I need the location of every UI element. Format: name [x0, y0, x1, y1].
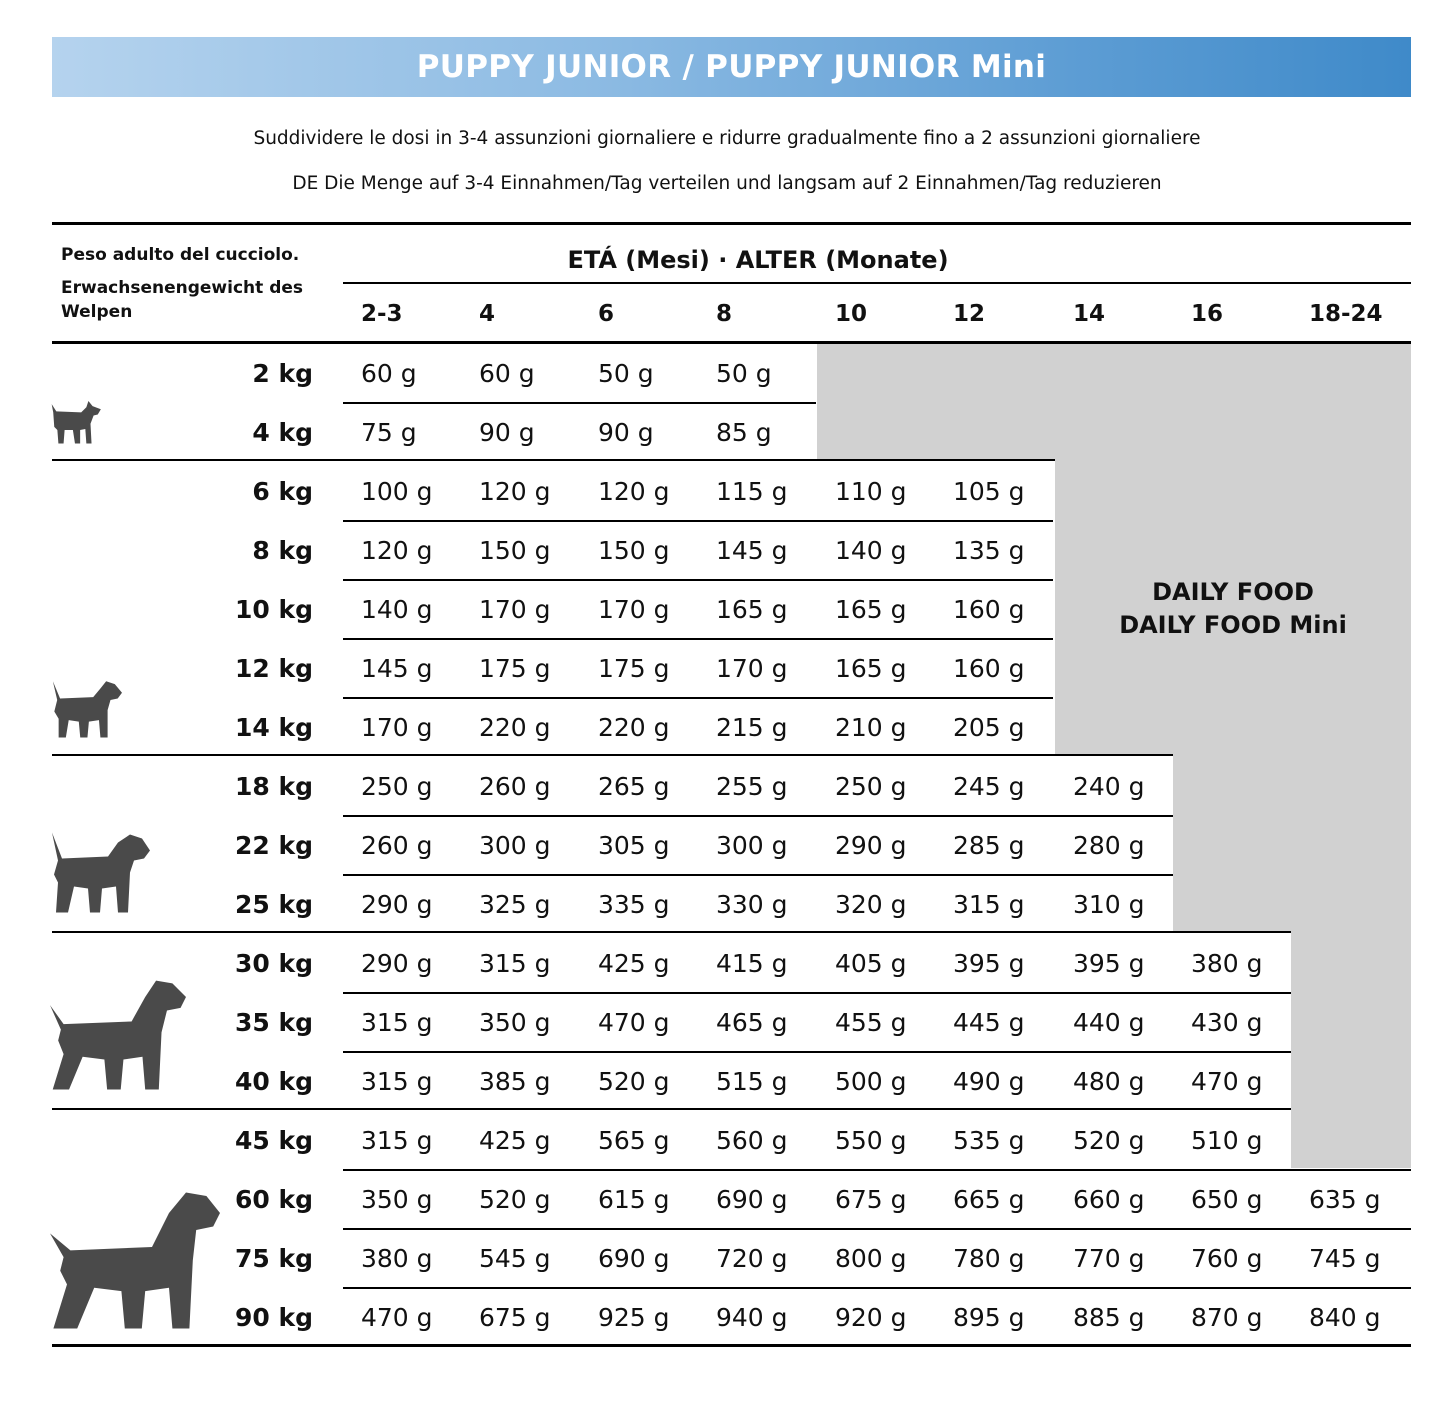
weight-cell: 22 kg [234, 831, 313, 860]
portion-cell: 170 g [598, 595, 670, 624]
portion-cell: 425 g [598, 949, 670, 978]
portion-cell: 50 g [598, 359, 654, 388]
large-dog-icon [50, 975, 186, 1091]
portion-cell: 895 g [953, 1303, 1025, 1332]
month-header: 16 [1191, 301, 1224, 327]
portion-cell: 425 g [479, 1126, 551, 1155]
portion-cell: 325 g [479, 890, 551, 919]
weight-cell: 6 kg [252, 477, 313, 506]
portion-cell: 60 g [479, 359, 535, 388]
portion-cell: 240 g [1073, 772, 1145, 801]
portion-cell: 120 g [598, 477, 670, 506]
portion-cell: 145 g [361, 654, 433, 683]
weight-cell: 45 kg [234, 1126, 313, 1155]
portion-cell: 470 g [598, 1008, 670, 1037]
age-header-rule [343, 282, 1411, 284]
title-banner [52, 37, 1411, 97]
portion-cell: 675 g [479, 1303, 551, 1332]
portion-cell: 175 g [479, 654, 551, 683]
portion-cell: 140 g [361, 595, 433, 624]
portion-cell: 300 g [716, 831, 788, 860]
portion-cell: 145 g [716, 536, 788, 565]
portion-cell: 385 g [479, 1067, 551, 1096]
portion-cell: 665 g [953, 1185, 1025, 1214]
portion-cell: 255 g [716, 772, 788, 801]
subtitle-german: DE Die Menge auf 3-4 Einnahmen/Tag verteilen und langsam auf 2 Einnahmen/Tag reduzieren [292, 173, 1162, 194]
group-rule [52, 1108, 1291, 1110]
portion-cell: 550 g [835, 1126, 907, 1155]
portion-cell: 175 g [598, 654, 670, 683]
portion-cell: 150 g [479, 536, 551, 565]
portion-cell: 120 g [479, 477, 551, 506]
portion-cell: 220 g [479, 713, 551, 742]
month-header: 14 [1073, 301, 1106, 327]
portion-cell: 160 g [953, 595, 1025, 624]
portion-cell: 165 g [835, 654, 907, 683]
weight-cell: 4 kg [252, 418, 313, 447]
portion-cell: 90 g [598, 418, 654, 447]
toy-dog-icon [50, 401, 102, 445]
portion-cell: 260 g [361, 831, 433, 860]
portion-cell: 105 g [953, 477, 1025, 506]
portion-cell: 90 g [479, 418, 535, 447]
portion-cell: 470 g [361, 1303, 433, 1332]
subtitle-italian: Suddividere le dosi in 3-4 assunzioni giornaliere e ridurre gradualmente fino a 2 assunzioni giornaliere [253, 128, 1201, 149]
portion-cell: 170 g [716, 654, 788, 683]
weight-cell: 14 kg [234, 713, 313, 742]
daily-food-area-3 [1173, 755, 1411, 932]
portion-cell: 315 g [953, 890, 1025, 919]
giant-dog-icon [50, 1185, 220, 1331]
portion-cell: 510 g [1191, 1126, 1263, 1155]
portion-cell: 545 g [479, 1244, 551, 1273]
weight-cell: 30 kg [234, 949, 313, 978]
portion-cell: 560 g [716, 1126, 788, 1155]
portion-cell: 490 g [953, 1067, 1025, 1096]
weight-cell: 90 kg [234, 1303, 313, 1332]
month-header: 12 [953, 301, 986, 327]
portion-cell: 440 g [1073, 1008, 1145, 1037]
portion-cell: 535 g [953, 1126, 1025, 1155]
portion-cell: 885 g [1073, 1303, 1145, 1332]
portion-cell: 380 g [1191, 949, 1263, 978]
portion-cell: 100 g [361, 477, 433, 506]
portion-cell: 290 g [361, 949, 433, 978]
portion-cell: 290 g [361, 890, 433, 919]
portion-cell: 745 g [1309, 1244, 1381, 1273]
portion-cell: 350 g [479, 1008, 551, 1037]
portion-cell: 520 g [1073, 1126, 1145, 1155]
month-header: 4 [479, 301, 496, 327]
month-header: 18-24 [1309, 301, 1383, 327]
page-title: PUPPY JUNIOR / PUPPY JUNIOR Mini [416, 49, 1047, 85]
portion-cell: 250 g [361, 772, 433, 801]
portion-cell: 315 g [479, 949, 551, 978]
portion-cell: 75 g [361, 418, 417, 447]
portion-cell: 690 g [598, 1244, 670, 1273]
group-rule [52, 931, 1291, 933]
medium-dog-icon [50, 830, 150, 916]
portion-cell: 260 g [479, 772, 551, 801]
portion-cell: 305 g [598, 831, 670, 860]
portion-cell: 925 g [598, 1303, 670, 1332]
portion-cell: 455 g [835, 1008, 907, 1037]
portion-cell: 215 g [716, 713, 788, 742]
portion-cell: 245 g [953, 772, 1025, 801]
daily-food-label [1055, 576, 1411, 642]
weight-label-it: Peso adulto del cucciolo. [61, 245, 300, 265]
portion-cell: 250 g [835, 772, 907, 801]
portion-cell: 480 g [1073, 1067, 1145, 1096]
weight-label-de: Erwachsenengewicht des Welpen [61, 278, 304, 322]
portion-cell: 170 g [361, 713, 433, 742]
table-top-rule [52, 222, 1411, 225]
portion-cell: 350 g [361, 1185, 433, 1214]
portion-cell: 405 g [835, 949, 907, 978]
weight-cell: 35 kg [234, 1008, 313, 1037]
portion-cell: 330 g [716, 890, 788, 919]
portion-cell: 115 g [716, 477, 788, 506]
portion-cell: 285 g [953, 831, 1025, 860]
portion-cell: 165 g [835, 595, 907, 624]
portion-cell: 160 g [953, 654, 1025, 683]
portion-cell: 780 g [953, 1244, 1025, 1273]
portion-cell: 940 g [716, 1303, 788, 1332]
portion-cell: 280 g [1073, 831, 1145, 860]
portion-cell: 470 g [1191, 1067, 1263, 1096]
daily-food-area-1 [817, 344, 1411, 461]
portion-cell: 315 g [361, 1008, 433, 1037]
portion-cell: 335 g [598, 890, 670, 919]
weight-cell: 2 kg [252, 359, 313, 388]
portion-cell: 205 g [953, 713, 1025, 742]
portion-cell: 430 g [1191, 1008, 1263, 1037]
portion-cell: 315 g [361, 1067, 433, 1096]
weight-cell: 10 kg [234, 595, 313, 624]
weight-cell: 60 kg [234, 1185, 313, 1214]
portion-cell: 800 g [835, 1244, 907, 1273]
portion-cell: 210 g [835, 713, 907, 742]
weight-cell: 18 kg [234, 772, 313, 801]
portion-cell: 170 g [479, 595, 551, 624]
portion-cell: 300 g [479, 831, 551, 860]
daily-food-area-4 [1291, 932, 1411, 1168]
portion-cell: 415 g [716, 949, 788, 978]
portion-cell: 395 g [1073, 949, 1145, 978]
weight-cell: 12 kg [234, 654, 313, 683]
portion-cell: 635 g [1309, 1185, 1381, 1214]
portion-cell: 515 g [716, 1067, 788, 1096]
portion-cell: 85 g [716, 418, 772, 447]
portion-cell: 140 g [835, 536, 907, 565]
age-header: ETÁ (Mesi) · ALTER (Monate) [567, 246, 949, 274]
portion-cell: 310 g [1073, 890, 1145, 919]
portion-cell: 445 g [953, 1008, 1025, 1037]
portion-cell: 110 g [835, 477, 907, 506]
month-header: 10 [835, 301, 868, 327]
portion-cell: 870 g [1191, 1303, 1263, 1332]
daily-food-line-1: DAILY FOOD [1152, 578, 1314, 606]
month-header: 2-3 [361, 301, 403, 327]
portion-cell: 320 g [835, 890, 907, 919]
portion-cell: 500 g [835, 1067, 907, 1096]
group-rule [52, 459, 1055, 461]
portion-cell: 770 g [1073, 1244, 1145, 1273]
weight-cell: 75 kg [234, 1244, 313, 1273]
group-rule [52, 754, 1173, 756]
portion-cell: 690 g [716, 1185, 788, 1214]
weight-cell: 8 kg [252, 536, 313, 565]
portion-cell: 315 g [361, 1126, 433, 1155]
portion-cell: 660 g [1073, 1185, 1145, 1214]
portion-cell: 165 g [716, 595, 788, 624]
portion-cell: 840 g [1309, 1303, 1381, 1332]
portion-cell: 290 g [835, 831, 907, 860]
weight-cell: 25 kg [234, 890, 313, 919]
portion-cell: 565 g [598, 1126, 670, 1155]
portion-cell: 465 g [716, 1008, 788, 1037]
portion-cell: 760 g [1191, 1244, 1263, 1273]
portion-cell: 395 g [953, 949, 1025, 978]
month-header: 6 [598, 301, 615, 327]
portion-cell: 520 g [598, 1067, 670, 1096]
portion-cell: 380 g [361, 1244, 433, 1273]
table-bottom-rule [52, 1344, 1411, 1347]
daily-food-line-2: DAILY FOOD Mini [1119, 611, 1347, 639]
portion-cell: 50 g [716, 359, 772, 388]
weight-cell: 40 kg [234, 1067, 313, 1096]
portion-cell: 650 g [1191, 1185, 1263, 1214]
portion-cell: 675 g [835, 1185, 907, 1214]
portion-cell: 150 g [598, 536, 670, 565]
portion-cell: 520 g [479, 1185, 551, 1214]
portion-cell: 615 g [598, 1185, 670, 1214]
portion-cell: 920 g [835, 1303, 907, 1332]
month-header: 8 [716, 301, 733, 327]
portion-cell: 720 g [716, 1244, 788, 1273]
portion-cell: 220 g [598, 713, 670, 742]
portion-cell: 120 g [361, 536, 433, 565]
portion-cell: 135 g [953, 536, 1025, 565]
portion-cell: 60 g [361, 359, 417, 388]
portion-cell: 265 g [598, 772, 670, 801]
small-dog-icon [50, 678, 122, 740]
